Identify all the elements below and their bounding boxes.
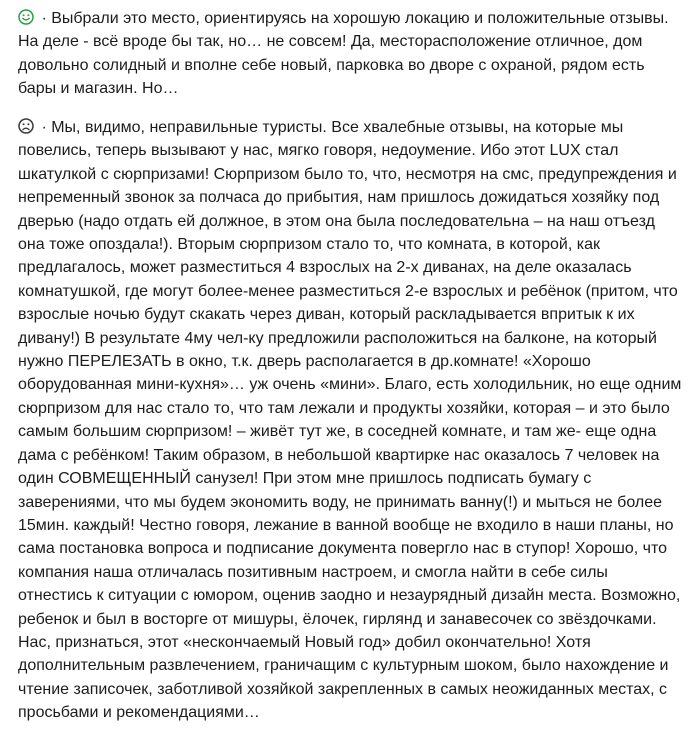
smiley-face-icon	[18, 9, 34, 25]
sad-face-icon	[18, 118, 34, 134]
review-separator: ·	[37, 10, 52, 27]
review-positive	[18, 7, 684, 101]
review-positive-text-block	[18, 7, 684, 101]
review-negative-text: Мы, видимо, неправильные туристы. Все хвалебные отзывы, на которые мы повелись, теперь вызывают у нас, мягко говоря, недоумение. Ибо этот LUX стал шкатулкой с сюрпризами! Сюрпризом было то, что, несмотря на смс, предупреждения и непременный звонок за полчаса до прибытия, нам пришлось дожидаться хозяйку под дверью (надо отдать ей должное, в этом она была последовательна – на наш отъезд она тоже опоздала!). Вторым сюрпризом стало то, что комната, в которой, как предлагалось, может разместиться 4 взрослых на 2-х диванах, на деле оказалась комнатушкой, где могут более-менее разместиться 2-е взрослых и ребёнок (притом, что взрослые ночью будут скакать через диван, который раскладывается впритык к их дивану!) В результате 4му чел-ку предложили расположиться на балконе, на который нужно ПЕРЕЛЕЗАТЬ в окно, т.к. дверь располагается в др.комнате! «Хорошо оборудованная мини-кухня»… уж очень «мини». Благо, есть холодильник, но еще одним сюрпризом для нас стало то, что там лежали и продукты хозяйки, которая – и это было самым большим сюрпризом! – живёт тут же, в соседней комнате, и там же- еще одна дама с ребёнком! Таким образом, в небольшой квартирке нас оказалось 7 человек на один СОВМЕЩЕННЫЙ санузел! При этом мне пришлось подписать бумагу с заверениями, что мы будем экономить воду, не принимать ванну(!) и мыться не более 15мин. каждый! Честно говоря, лежание в ванной вообще не входило в наши планы, но сама постановка вопроса и подписание документа повергло нас в ступор! Хорошо, что компания наша отличалась позитивным настроем, и смогла найти в себе силы отнестись к ситуации с юмором, оценив заодно и незаурядный дизайн места. Возможно, ребенок и был в восторге от мишуры, ёлочек, гирлянд и занавесочек со звёздочками. Нас, признаться, этот «нескончаемый Новый год» добил окончательно! Хотя дополнительным развлечением, граничащим с культурным шоком, было нахождение и чтение записочек, заботливой хозяйкой закрепленных в самых неожиданных местах, с просьбами и рекомендациями…	[18, 119, 682, 722]
review-negative	[18, 116, 684, 725]
review-negative-text-block	[18, 116, 684, 725]
review-separator: ·	[37, 119, 52, 136]
review-positive-text: Выбрали это место, ориентируясь на хорошую локацию и положительные отзывы. На деле - всё вроде бы так, но… не совсем! Да, месторасположение отличное, дом довольно солидный и вполне себе новый, парковка во дворе с охраной, рядом есть бары и магазин. Но…	[18, 10, 669, 98]
